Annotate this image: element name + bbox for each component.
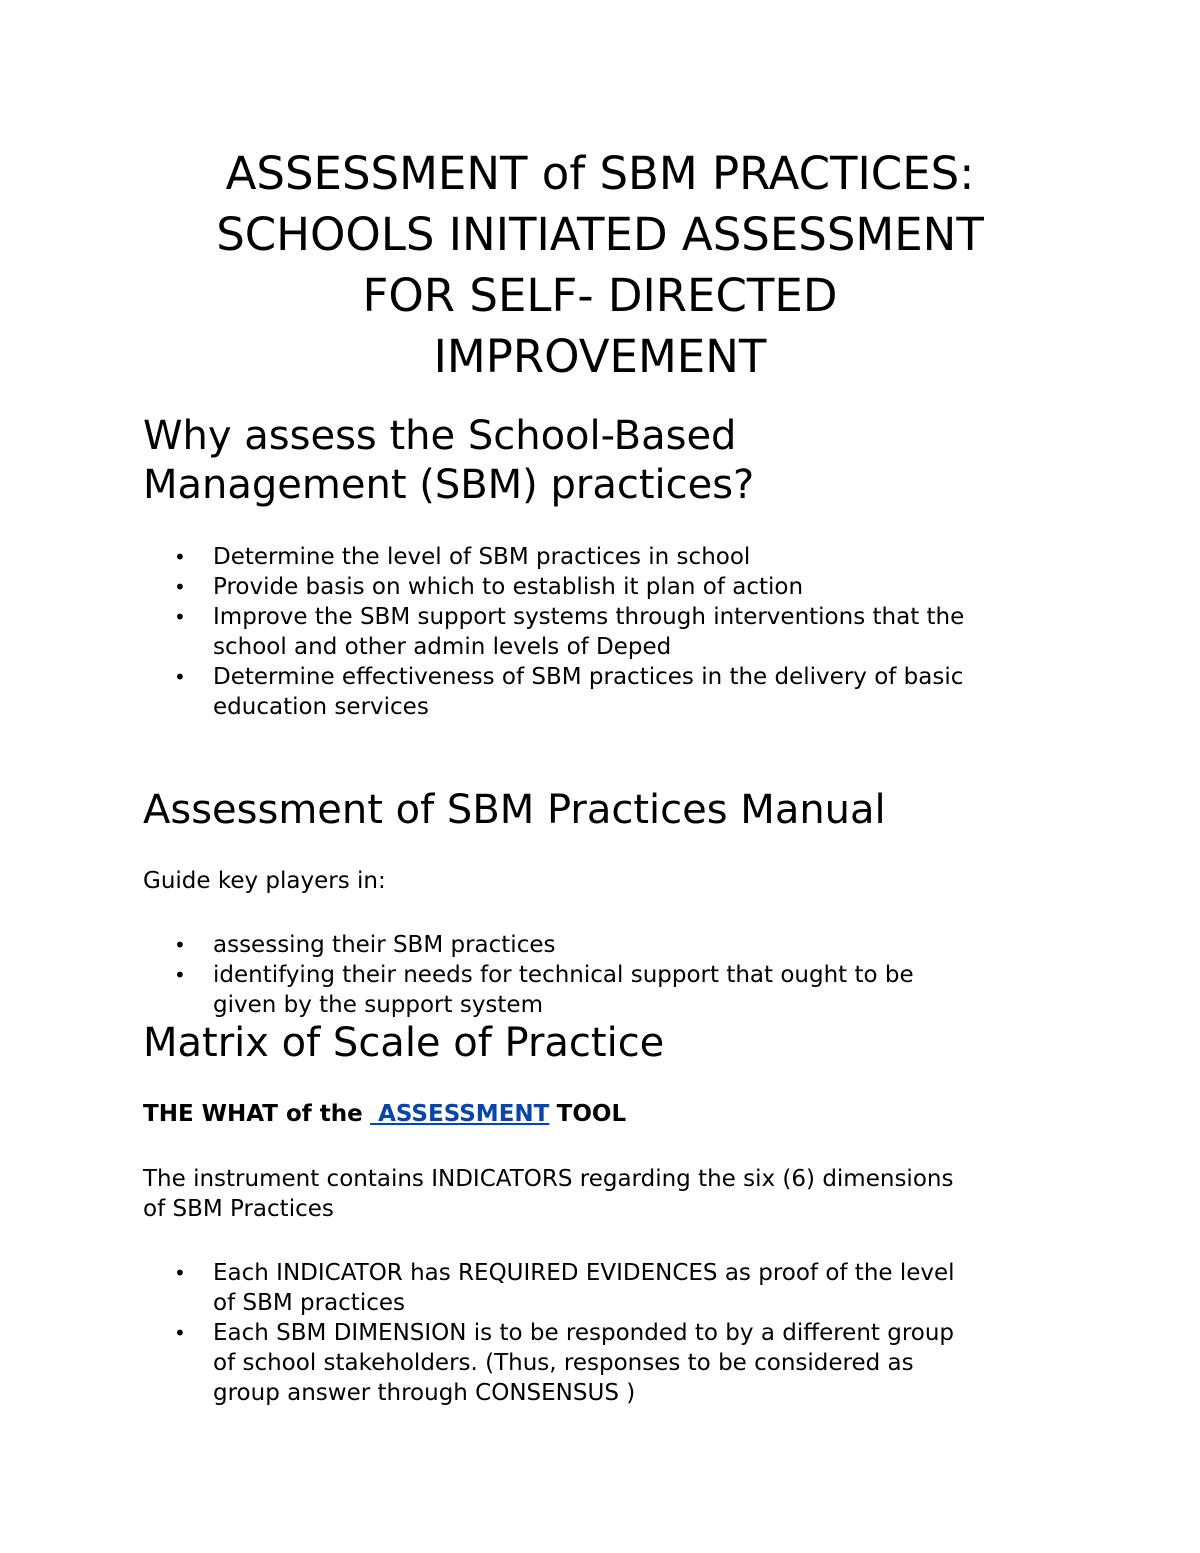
title-line: FOR SELF- DIRECTED xyxy=(362,269,838,322)
bullet-icon: • xyxy=(174,963,186,987)
bullet-icon: • xyxy=(174,933,186,957)
assessment-tool-line xyxy=(143,1099,626,1129)
assessment-tool-prefix: THE WHAT of the xyxy=(143,1101,363,1127)
list-item: • Each SBM DIMENSION is to be responded to by a different group of school stakeholders. (Thus, responses to be considered as group answer through CONSENSUS ) xyxy=(174,1320,955,1406)
title-line: IMPROVEMENT xyxy=(433,330,767,383)
list-item: • identifying their needs for technical support that ought to be given by the support system xyxy=(174,962,914,1018)
list-item: • assessing their SBM practices xyxy=(174,932,556,958)
why-assess-list xyxy=(143,542,964,722)
document-title xyxy=(120,143,1080,387)
manual-list xyxy=(143,930,914,1020)
assessment-tool-suffix: TOOL xyxy=(556,1101,627,1127)
bullet-icon: • xyxy=(174,1261,186,1285)
manual-intro: Guide key players in: xyxy=(143,868,386,894)
list-item: • Provide basis on which to establish it plan of action xyxy=(174,574,804,600)
assessment-link[interactable]: ASSESSMENT xyxy=(370,1101,550,1127)
bullet-icon: • xyxy=(174,1321,186,1345)
list-item: • Determine the level of SBM practices in school xyxy=(174,544,751,570)
bullet-icon: • xyxy=(174,545,186,569)
list-item: • Improve the SBM support systems through interventions that the school and other admin levels of Deped xyxy=(174,604,965,660)
matrix-heading: Matrix of Scale of Practice xyxy=(143,1020,665,1066)
instrument-paragraph: The instrument contains INDICATORS regarding the six (6) dimensions of SBM Practices xyxy=(143,1166,954,1222)
list-item: • Determine effectiveness of SBM practices in the delivery of basic education services xyxy=(174,664,964,720)
indicator-list xyxy=(143,1258,955,1408)
bullet-icon: • xyxy=(174,575,186,599)
list-item: • Each INDICATOR has REQUIRED EVIDENCES as proof of the level of SBM practices xyxy=(174,1260,955,1316)
bullet-icon: • xyxy=(174,605,186,629)
title-line: SCHOOLS INITIATED ASSESSMENT xyxy=(216,208,984,261)
why-assess-heading: Why assess the School-Based Management (SBM) practices? xyxy=(143,413,755,508)
manual-heading: Assessment of SBM Practices Manual xyxy=(143,787,886,833)
title-line: ASSESSMENT of SBM PRACTICES: xyxy=(225,147,975,200)
bullet-icon: • xyxy=(174,665,186,689)
